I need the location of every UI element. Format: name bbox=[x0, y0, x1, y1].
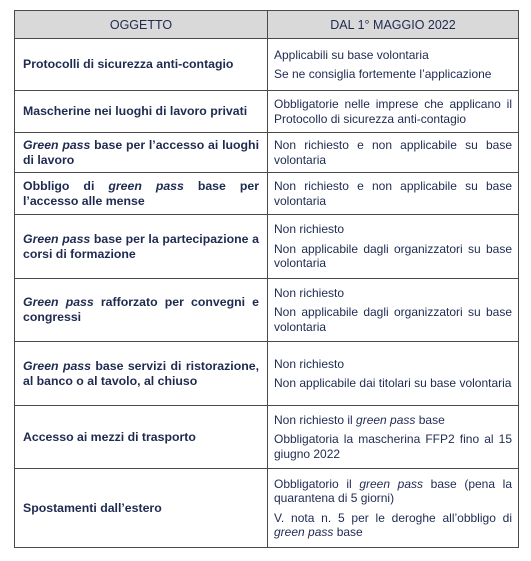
value-line: Applicabili su base volontaria bbox=[274, 47, 429, 62]
table-row bbox=[15, 39, 519, 91]
value-line: Se ne consiglia fortemente l’applicazione bbox=[274, 67, 492, 81]
value-cell bbox=[268, 279, 519, 342]
header-oggetto: OGGETTO bbox=[15, 11, 268, 39]
table-row bbox=[15, 406, 519, 469]
table-row bbox=[15, 91, 519, 133]
value-line: Non richiesto bbox=[274, 356, 345, 371]
value-cell bbox=[268, 133, 519, 173]
value-line: Non applicabile dagli organizzatori su base volontaria bbox=[274, 305, 512, 334]
header-row bbox=[15, 11, 519, 39]
value-cell bbox=[268, 406, 519, 469]
value-cell bbox=[268, 173, 519, 215]
value-cell bbox=[268, 215, 519, 279]
value-line: V. nota n. 5 per le deroghe all’obbligo di green pass base bbox=[274, 510, 512, 539]
table-row bbox=[15, 133, 519, 173]
value-line: Non richiesto e non applicabile su base volontaria bbox=[274, 138, 512, 167]
oggetto-cell: Green pass base servizi di ristorazione, al banco o al tavolo, al chiuso bbox=[15, 342, 268, 406]
rules-table bbox=[14, 10, 519, 548]
oggetto-cell: Green pass rafforzato per convegni e congressi bbox=[15, 279, 268, 342]
value-line: Obbligatorie nelle imprese che applicano il Protocollo di sicurezza anti-contagio bbox=[274, 97, 512, 126]
table-row bbox=[15, 173, 519, 215]
oggetto-cell: Obbligo di green pass base per l’accesso alle mense bbox=[15, 173, 268, 215]
value-line: Non richiesto bbox=[274, 285, 345, 300]
value-line: Obbligatorio il green pass base (pena la quarantena di 5 giorni) bbox=[274, 476, 512, 505]
table-row bbox=[15, 469, 519, 548]
value-line: Non richiesto bbox=[274, 222, 345, 237]
value-line: Non richiesto e non applicabile su base volontaria bbox=[274, 179, 512, 208]
value-line: Non applicabile dai titolari su base volontaria bbox=[274, 376, 512, 390]
value-cell bbox=[268, 469, 519, 548]
value-cell bbox=[268, 39, 519, 91]
value-line: Non richiesto il green pass base bbox=[274, 412, 445, 427]
value-line: Non applicabile dagli organizzatori su base volontaria bbox=[274, 241, 512, 271]
table-row bbox=[15, 215, 519, 279]
value-line: Obbligatoria la mascherina FFP2 fino al 15 giugno 2022 bbox=[274, 432, 512, 461]
value-cell bbox=[268, 91, 519, 133]
oggetto-cell: Spostamenti dall’estero bbox=[15, 469, 268, 548]
table-row bbox=[15, 342, 519, 406]
oggetto-cell: Green pass base per la partecipazione a corsi di formazione bbox=[15, 215, 268, 279]
oggetto-cell: Accesso ai mezzi di trasporto bbox=[15, 406, 268, 469]
oggetto-cell: Green pass base per l’accesso ai luoghi di lavoro bbox=[15, 133, 268, 173]
value-cell bbox=[268, 342, 519, 406]
table-row bbox=[15, 279, 519, 342]
oggetto-cell: Protocolli di sicurezza anti-contagio bbox=[15, 39, 268, 91]
header-dal-1-maggio: DAL 1° MAGGIO 2022 bbox=[268, 11, 519, 39]
oggetto-cell: Mascherine nei luoghi di lavoro privati bbox=[15, 91, 268, 133]
